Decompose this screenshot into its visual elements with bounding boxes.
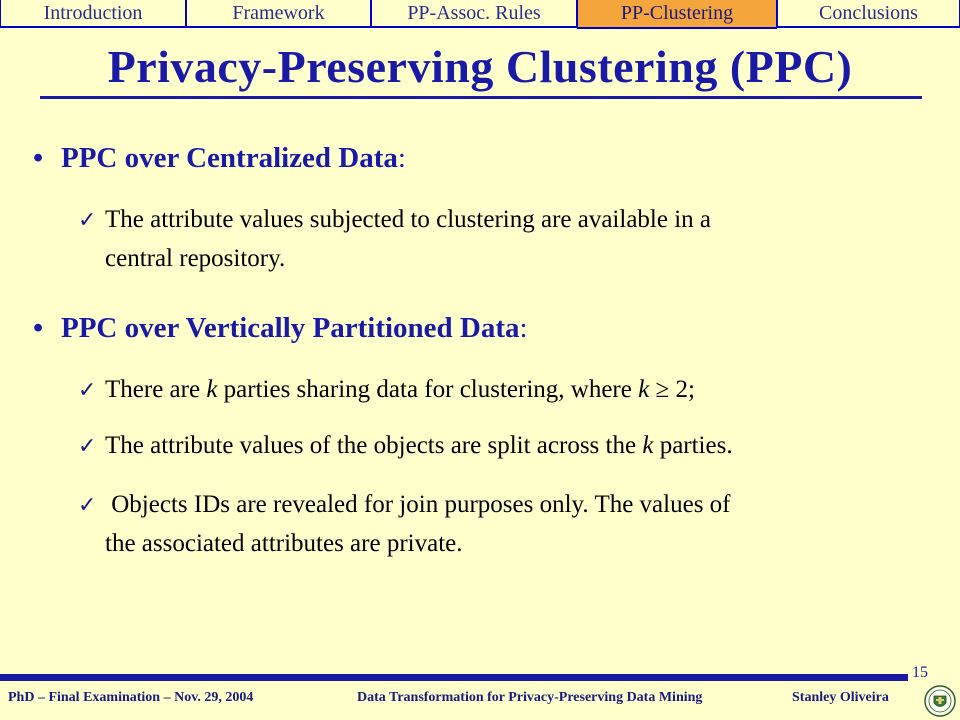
checkmark-icon: ✓ [78,208,97,233]
checkmark-icon: ✓ [78,493,97,518]
footer-exam-info: PhD – Final Examination – Nov. 29, 2004 [8,690,254,705]
item-text-pre: There are [105,376,207,403]
item-text-line1: The attribute values subjected to clustering are available in a [105,206,712,233]
university-seal-icon [924,684,956,718]
variable-k: k [206,376,218,403]
checkmark-icon: ✓ [78,378,97,403]
list-item [78,427,928,466]
footer-thesis-title: Data Transformation for Privacy-Preserving Data Mining [357,690,703,705]
section-heading-text: PPC over Centralized Data [61,142,398,174]
heading-colon: : [397,142,406,174]
variable-k: k [638,376,650,403]
tab-introduction[interactable]: Introduction [0,0,186,27]
checkmark-icon: ✓ [78,434,97,459]
bullet-icon: • [33,312,44,344]
tab-pp-clustering[interactable]: PP-Clustering [577,0,777,29]
item-text-line2: central repository. [105,245,286,272]
section-heading-vertical [33,312,528,345]
item-text-pre: The attribute values of the objects are split across the [105,432,643,459]
footer-bar [0,674,908,681]
heading-colon: : [519,312,528,344]
section-heading-centralized [33,142,406,175]
item-text-post: parties. [653,432,733,459]
bullet-icon: • [33,142,44,174]
item-text-mid: parties sharing data for clustering, where [217,376,639,403]
title-underline [40,96,922,99]
top-navigation [0,0,960,27]
item-text-line2: the associated attributes are private. [105,530,463,557]
list-item [78,486,928,563]
item-text-post: ≥ 2; [649,376,695,403]
list-item [78,371,928,410]
item-text-line1: Objects IDs are revealed for join purposes only. The values of [105,491,731,518]
footer-author: Stanley Oliveira [792,690,889,705]
tab-framework[interactable]: Framework [186,0,371,27]
section-heading-text: PPC over Vertically Partitioned Data [61,312,520,344]
tab-conclusions[interactable]: Conclusions [777,0,960,27]
variable-k: k [642,432,654,459]
list-item [78,201,928,278]
nav-divider [0,27,960,28]
tab-pp-assoc-rules[interactable]: PP-Assoc. Rules [371,0,577,27]
page-number: 15 [912,664,928,681]
slide-title: Privacy-Preserving Clustering (PPC) [107,41,853,92]
